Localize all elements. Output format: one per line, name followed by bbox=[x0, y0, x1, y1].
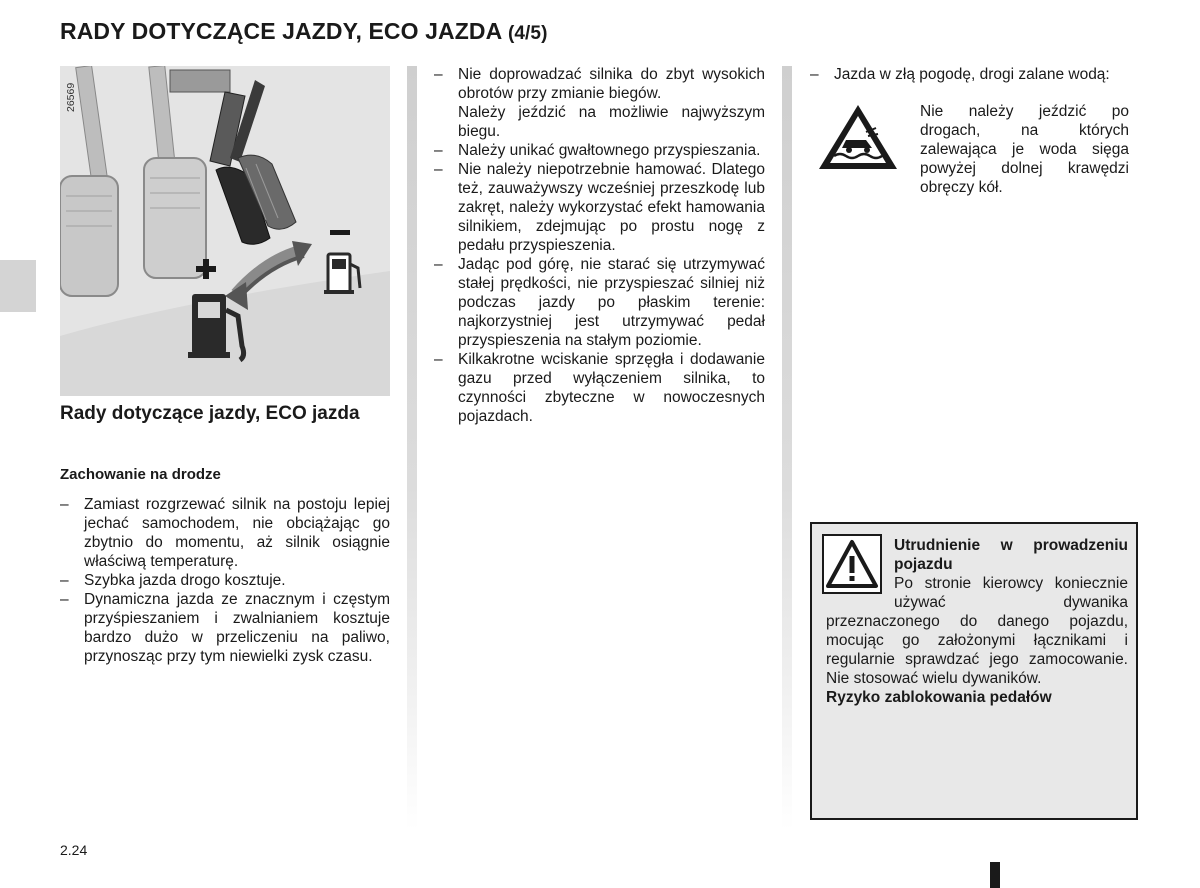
section-heading: Rady dotyczące jazdy, ECO jazda bbox=[60, 403, 360, 424]
page-title-text: RADY DOTYCZĄCE JAZDY, ECO JAZDA bbox=[60, 18, 502, 44]
flooded-road-warning-icon bbox=[816, 102, 900, 172]
page-edge-marker bbox=[990, 862, 1000, 888]
list-item: – Zamiast rozgrzewać silnik na postoju lepiej jechać samochodem, nie obciążając go zbytnio do momentu, aż silnik osiągnie właściwą temperaturę. bbox=[60, 495, 390, 571]
list-item: – Jadąc pod górę, nie starać się utrzymywać stałej prędkości, nie przyspieszać silniej niż podczas jazdy po płaskim terenie: najkorzystniej jest utrzymywać pedał przyspieszenia na stałym poziomie. bbox=[434, 255, 765, 350]
page-number: 2.24 bbox=[60, 842, 88, 858]
list-item-text: Nie doprowadzać silnika do zbyt wysokich obrotów przy zmianie biegów. bbox=[458, 66, 765, 102]
warning-box bbox=[810, 522, 1138, 820]
subsection-heading: Zachowanie na drodze bbox=[60, 466, 221, 483]
warning-footer: Ryzyko zablokowania pedałów bbox=[826, 689, 1052, 706]
bad-weather-list bbox=[810, 65, 1140, 84]
warning-title: Utrudnienie w prowadzeniu pojazdu bbox=[894, 537, 1128, 573]
list-item: – Jazda w złą pogodę, drogi zalane wodą: bbox=[810, 65, 1140, 84]
flood-warning-text: Nie należy jeździć po drogach, na których zalewająca je woda sięga powyżej dolnej krawędzi obręczy kół. bbox=[920, 103, 1129, 196]
list-item: – Nie należy niepotrzebnie hamować. Dlatego też, zauważywszy wcześniej przeszkodę lub zakręt, należy wykorzystać efekt hamowania silnikiem, zdejmując po prostu nogę z pedału przyspieszenia. bbox=[434, 160, 765, 255]
list-item-extra: Należy jeździć na możliwie najwyższym biegu. bbox=[458, 104, 765, 140]
chapter-tab-marker bbox=[0, 260, 36, 312]
list-item: – Należy unikać gwałtownego przyspieszania. bbox=[434, 141, 765, 160]
warning-body: Po stronie kierowcy koniecznie używać dywanika przeznaczonego do danego pojazdu, mocując go założonymi łącznikami i regularnie sprawdzać jego zamocowanie. Nie stosować wielu dywaników. bbox=[826, 575, 1128, 687]
page-title bbox=[60, 18, 548, 45]
list-item: – Kilkakrotne wciskanie sprzęgła i dodawanie gazu przed wyłączeniem silnika, to czynności zbyteczne w nowoczesnych pojazdach. bbox=[434, 350, 765, 426]
list-item: – Szybka jazda drogo kosztuje. bbox=[60, 571, 390, 590]
list-item bbox=[434, 65, 765, 141]
column-separator bbox=[407, 66, 417, 830]
pedals-fuel-pump-illustration bbox=[60, 66, 390, 396]
illustration-reference-code: 26569 bbox=[65, 82, 77, 112]
column-separator bbox=[782, 66, 792, 830]
list-item: – Dynamiczna jazda ze znacznym i częstym przyśpieszaniem i zwalnianiem kosztuje bardzo dużo w przeliczeniu na paliwo, przynosząc przy tym niewielki zysk czasu. bbox=[60, 590, 390, 666]
page-part-indicator: (4/5) bbox=[507, 23, 548, 44]
warning-text bbox=[826, 536, 1128, 707]
driving-tips-list bbox=[60, 495, 390, 666]
eco-tips-list bbox=[434, 65, 765, 426]
